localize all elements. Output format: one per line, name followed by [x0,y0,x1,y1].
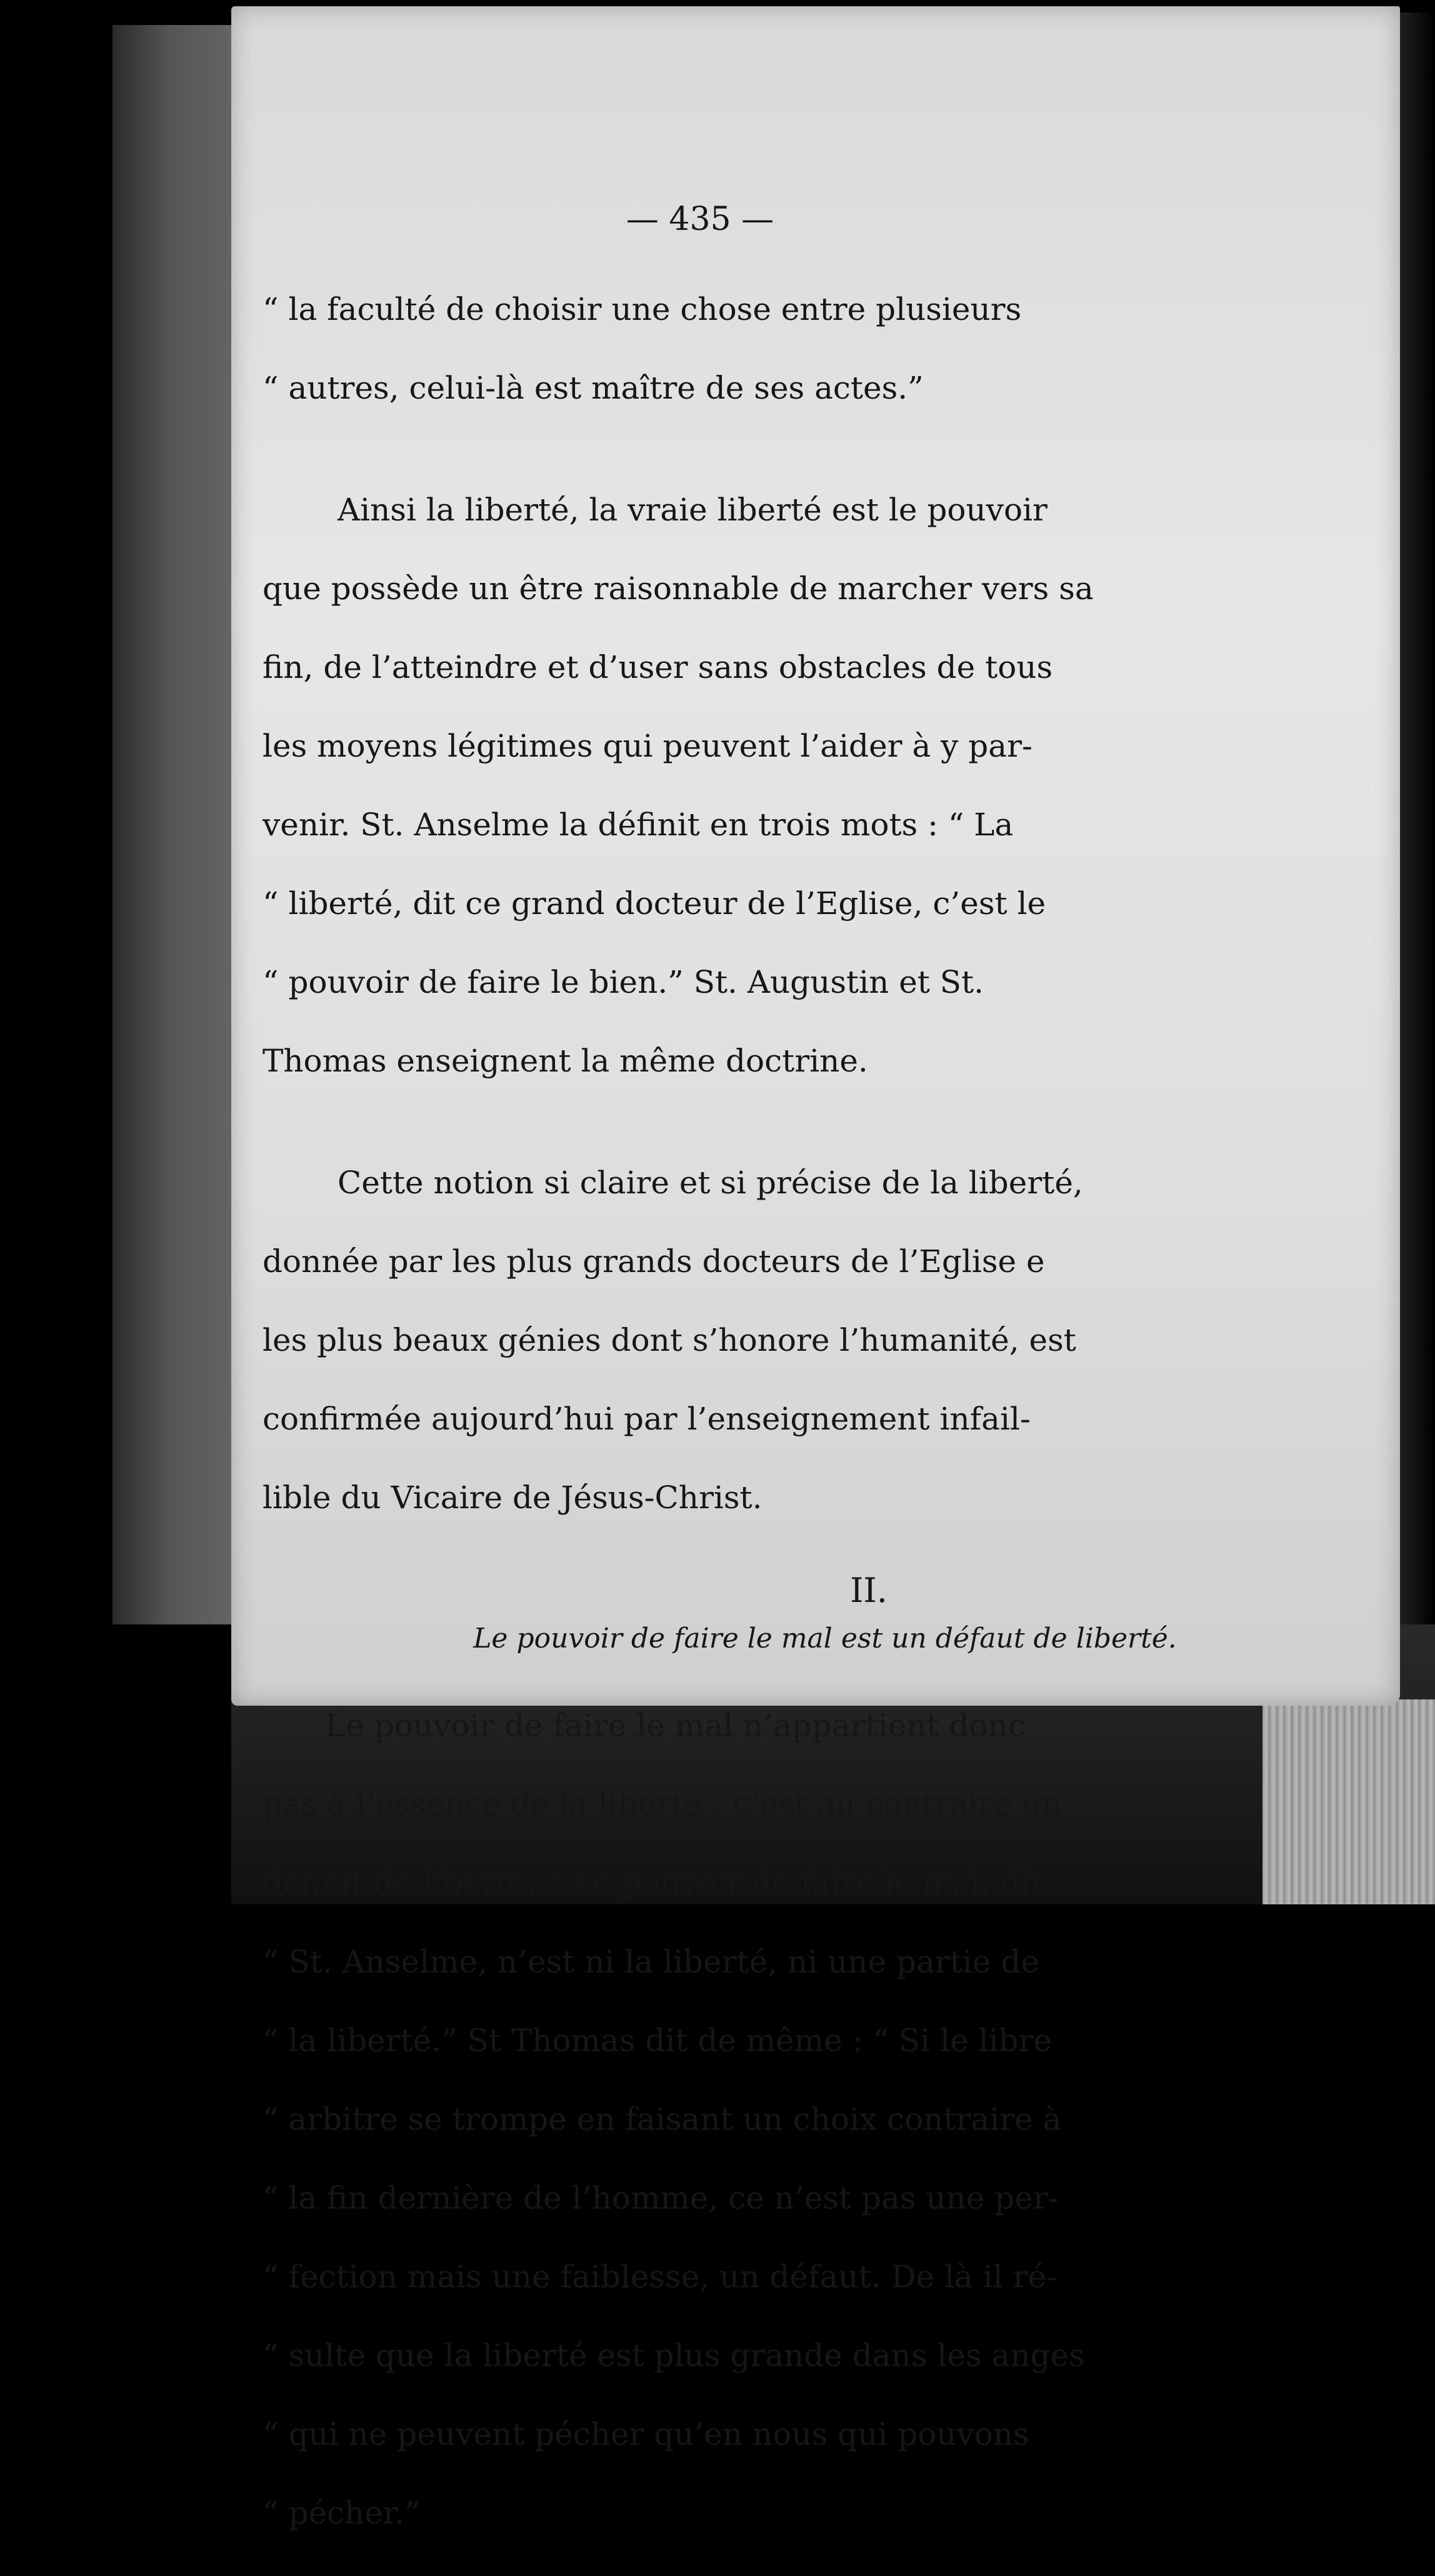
text-line: pas à l’essence de la liberté ; c’est au contraire un [262,1786,1062,1823]
text-line: Cette notion si claire et si précise de la liberté, [338,1165,1083,1201]
text-line: défaut de liberté. “ Le pouvoir de faire le mal, dit [262,1865,1043,1901]
paragraph-quote-continuation [262,251,1325,447]
text-line: venir. St. Anselme la définit en trois mots : “ La [262,807,1014,843]
section-number: II. [850,1571,888,1610]
paragraph-liberty-definition [262,451,1325,1120]
text-line: lible du Vicaire de Jésus-Christ. [262,1479,762,1516]
text-line: donnée par les plus grands docteurs de l’Eglise e [262,1243,1045,1280]
text-line: Ainsi la liberté, la vraie liberté est le pouvoir [338,492,1048,528]
text-line: Le pouvoir de faire le mal n’appartient donc [325,1708,1026,1744]
section-subtitle: Le pouvoir de faire le mal est un défaut de liberté. [473,1623,1177,1654]
text-line: fin, de l’atteindre et d’user sans obstacles de tous [262,649,1053,685]
text-line: “ sulte que la liberté est plus grande dans les anges [262,2337,1085,2374]
text-line: “ pécher.” [262,2495,421,2531]
page-number: — 435 — [626,201,774,238]
page-text-block [262,200,1325,2576]
text-line: “ St. Anselme, n’est ni la liberté, ni une partie de [262,1944,1039,1980]
text-line: “ la fin dernière de l’homme, ce n’est pas une per- [262,2180,1059,2216]
text-line: confirmée aujourd’hui par l’enseignement infail- [262,1401,1031,1437]
text-line: “ autres, celui-là est maître de ses actes.” [262,370,924,406]
text-line: que possède un être raisonnable de marcher vers sa [262,570,1094,607]
text-line: “ arbitre se trompe en faisant un choix contraire à [262,2101,1062,2137]
text-line: “ pouvoir de faire le bien.” St. Augustin et St. [262,964,984,1000]
text-line: “ la faculté de choisir une chose entre plusieurs [262,291,1022,327]
text-line: les moyens légitimes qui peuvent l’aider à y par- [262,728,1032,764]
text-line: Thomas enseignent la même doctrine. [262,1043,868,1079]
text-line: “ qui ne peuvent pécher qu’en nous qui pouvons [262,2416,1029,2452]
text-line: les plus beaux génies dont s’honore l’humanité, est [262,1322,1076,1358]
text-line: “ fection mais une faiblesse, un défaut. De là il ré- [262,2259,1057,2295]
text-line: “ liberté, dit ce grand docteur de l’Eglise, c’est le [262,885,1046,922]
text-line: “ la liberté.” St Thomas dit de même : “ Si le libre [262,2022,1052,2059]
paragraph-power-to-do-evil [262,1667,1325,2572]
paragraph-notion-confirmed [262,1124,1325,1557]
